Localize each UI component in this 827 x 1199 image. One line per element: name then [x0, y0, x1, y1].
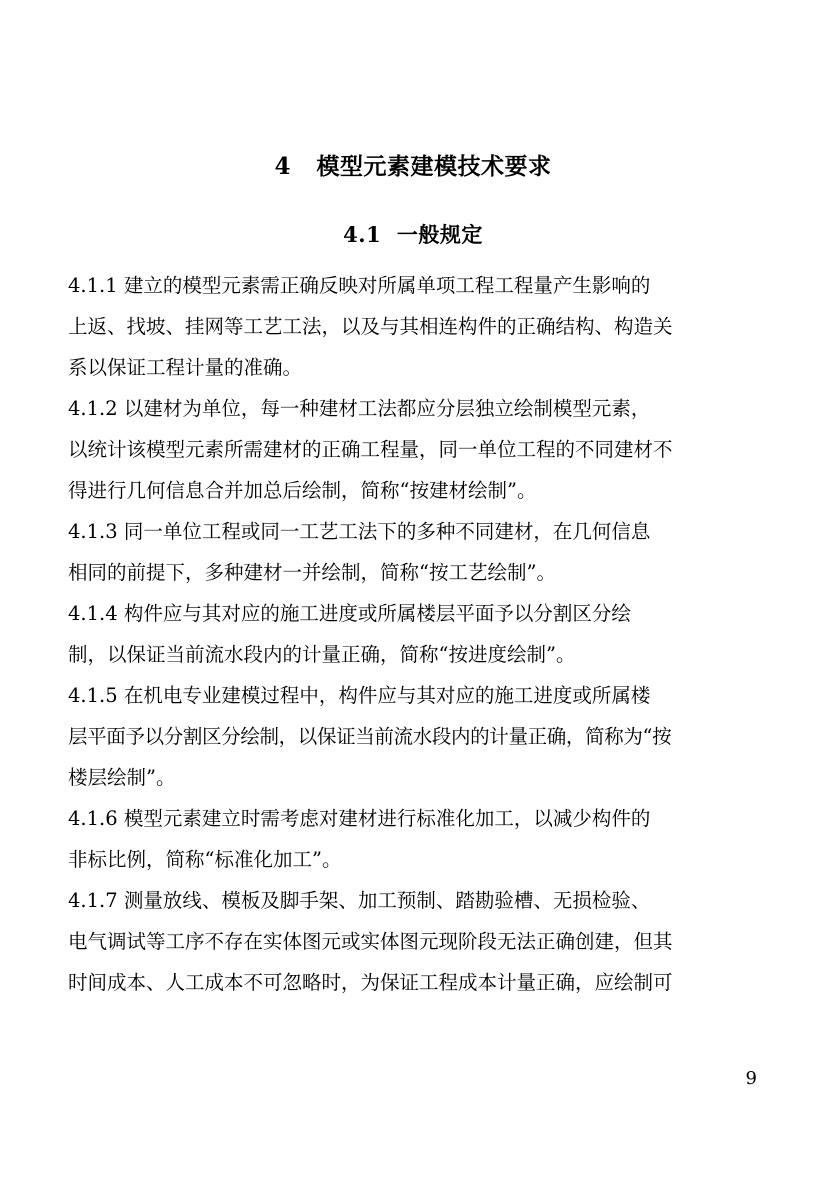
clause-4-1-3-line-2: 相同的前提下，多种建材一并绘制，简称“按工艺绘制”。	[68, 561, 556, 584]
clause-4-1-6-line-1: 4.1.6 模型元素建立时需考虑对建材进行标准化加工，以减少构件的	[68, 807, 651, 830]
clause-4-1-1-line-3: 系以保证工程计量的准确。	[68, 356, 303, 379]
clause-4-1-2-line-3: 得进行几何信息合并加总后绘制，简称“按建材绘制”。	[68, 479, 537, 502]
clause-4-1-7-line-2: 电气调试等工序不存在实体图元或实体图元现阶段无法正确创建，但其	[68, 930, 673, 953]
page-number: 9	[745, 1068, 757, 1089]
clause-4-1-4-line-2: 制，以保证当前流水段内的计量正确，简称“按进度绘制”。	[68, 643, 576, 666]
clause-4-1-7-line-1: 4.1.7 测量放线、模板及脚手架、加工预制、踏勘验槽、无损检验、	[68, 889, 651, 912]
clause-4-1-7-line-3: 时间成本、人工成本不可忽略时，为保证工程成本计量正确，应绘制可	[68, 971, 673, 994]
clause-4-1-6-line-2: 非标比例，简称“标准化加工”。	[68, 848, 342, 871]
clause-4-1-5-line-1: 4.1.5 在机电专业建模过程中，构件应与其对应的施工进度或所属楼	[68, 684, 651, 707]
page-content	[68, 0, 758, 1003]
section-subtitle: 4.1 一般规定	[343, 222, 483, 247]
clause-4-1-2-line-2: 以统计该模型元素所需建材的正确工程量，同一单位工程的不同建材不	[68, 438, 673, 461]
page-title: 4 模型元素建模技术要求	[274, 153, 552, 180]
clause-4-1-4-line-1: 4.1.4 构件应与其对应的施工进度或所属楼层平面予以分割区分绘	[68, 602, 631, 625]
clause-4-1-2-line-1: 4.1.2 以建材为单位，每一种建材工法都应分层独立绘制模型元素，	[68, 397, 651, 420]
clause-4-1-1-line-2: 上返、找坡、挂网等工艺工法，以及与其相连构件的正确结构、构造关	[68, 315, 673, 338]
clause-4-1-5-line-2: 层平面予以分割区分绘制，以保证当前流水段内的计量正确，简称为“按	[68, 725, 672, 748]
clause-4-1-3-line-1: 4.1.3 同一单位工程或同一工艺工法下的多种不同建材，在几何信息	[68, 520, 651, 543]
clause-4-1-5-line-3: 楼层绘制”。	[68, 766, 176, 789]
clause-4-1-1-line-1: 4.1.1 建立的模型元素需正确反映对所属单项工程工程量产生影响的	[68, 274, 651, 297]
